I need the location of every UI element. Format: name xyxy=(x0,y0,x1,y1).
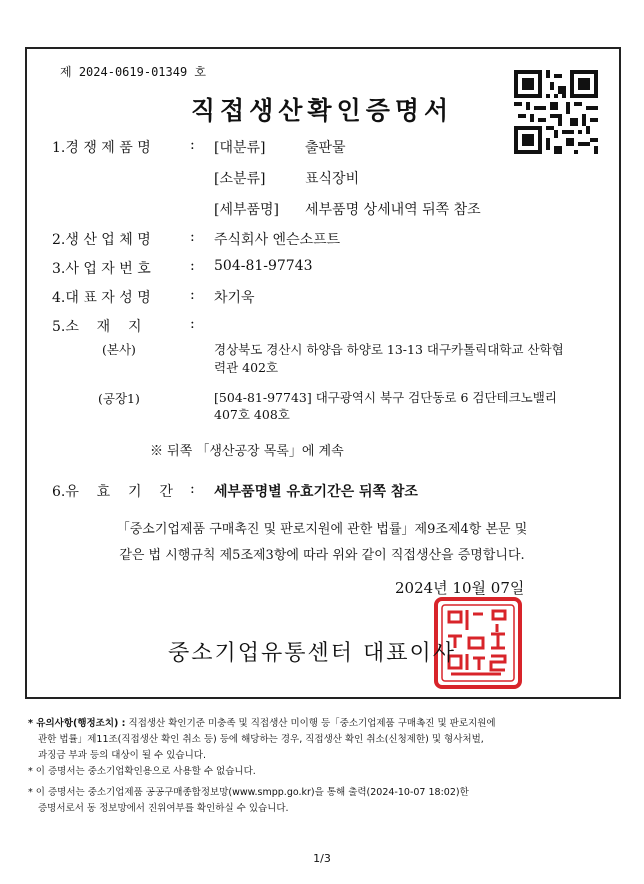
continued-note: ※ 뒤쪽 「생산공장 목록」에 계속 xyxy=(150,444,344,459)
footer-note-1-text: 직접생산 확인기준 미충족 및 직접생산 미이행 등「중소기업제품 구매촉진 및 판로지원에 xyxy=(128,718,496,729)
ceo-label: 4.대 표 자 성 명 xyxy=(52,290,151,306)
minor-category-value: 표식장비 xyxy=(305,171,360,187)
colon: : xyxy=(190,258,195,274)
ceo-value: 차기욱 xyxy=(214,290,255,306)
validity-value: 세부품명별 유효기간은 뒤쪽 참조 xyxy=(214,484,418,500)
colon: : xyxy=(190,316,195,332)
detail-category-value: 세부품명 상세내역 뒤쪽 참조 xyxy=(305,202,481,218)
minor-category-tag: [소분류] xyxy=(214,171,266,187)
hq-address-line2: 력관 402호 xyxy=(214,360,279,375)
certificate-title: 직접생산확인증명서 xyxy=(190,96,454,125)
page-number: 1/3 xyxy=(313,852,331,865)
colon: : xyxy=(190,481,195,497)
footer-note-1 xyxy=(28,717,496,732)
company-value: 주식회사 엔슨소프트 xyxy=(214,232,341,248)
issuer-signature: 중소기업유통센터 대표이사 xyxy=(168,641,457,666)
validity-label: 6.유 효 기 간 xyxy=(52,484,173,500)
factory-address-line2: 407호 408호 xyxy=(214,407,290,422)
factory-label: (공장1) xyxy=(98,391,140,406)
document-number: 제 2024-0619-01349 호 xyxy=(60,65,207,79)
footer-note-1-heading: * 유의사항(행정조치) : xyxy=(28,718,126,729)
colon: : xyxy=(190,137,195,153)
address-label: 5.소 재 지 xyxy=(52,319,142,335)
hq-address-line1: 경상북도 경산시 하양읍 하양로 13-13 대구카톨릭대학교 산학협 xyxy=(214,342,564,357)
legal-text-line2: 같은 법 시행규칙 제5조제3항에 따라 위와 같이 직접생산을 증명합니다. xyxy=(119,548,525,563)
factory-address-line1: [504-81-97743] 대구광역시 북구 검단동로 6 검단테크노밸리 xyxy=(214,390,557,405)
product-label: 1.경 쟁 제 품 명 xyxy=(52,140,151,156)
colon: : xyxy=(190,287,195,303)
legal-text-line1: 「중소기업제품 구매촉진 및 판로지원에 관한 법률」제9조제4항 본문 및 xyxy=(116,522,528,537)
major-category-value: 출판물 xyxy=(305,140,346,156)
footer-note-1-line3: 과징금 부과 등의 대상이 될 수 있습니다. xyxy=(38,750,206,761)
hq-label: (본사) xyxy=(102,342,136,357)
company-label: 2.생 산 업 체 명 xyxy=(52,232,151,248)
footer-note-2: * 이 증명서는 중소기업확인용으로 사용할 수 없습니다. xyxy=(28,766,256,777)
issue-date: 2024년 10월 07일 xyxy=(395,579,525,597)
colon: : xyxy=(190,229,195,245)
business-number-label: 3.사 업 자 번 호 xyxy=(52,261,151,277)
business-number-value: 504-81-97743 xyxy=(214,258,313,274)
footer-note-3-line2: 증명서로서 동 정보망에서 진위여부를 확인하실 수 있습니다. xyxy=(38,803,289,814)
footer-note-1-line2: 관한 법률」제11조(직접생산 확인 취소 등) 등에 해당하는 경우, 직접생산 확인 취소(신청제한) 및 형사처벌, xyxy=(38,734,484,745)
footer-note-3-line1: * 이 증명서는 중소기업제품 공공구매종합정보망(www.smpp.go.kr)을 통해 출력(2024-10-07 18:02)한 xyxy=(28,787,469,798)
major-category-tag: [대분류] xyxy=(214,140,266,156)
detail-category-tag: [세부품명] xyxy=(214,202,280,218)
